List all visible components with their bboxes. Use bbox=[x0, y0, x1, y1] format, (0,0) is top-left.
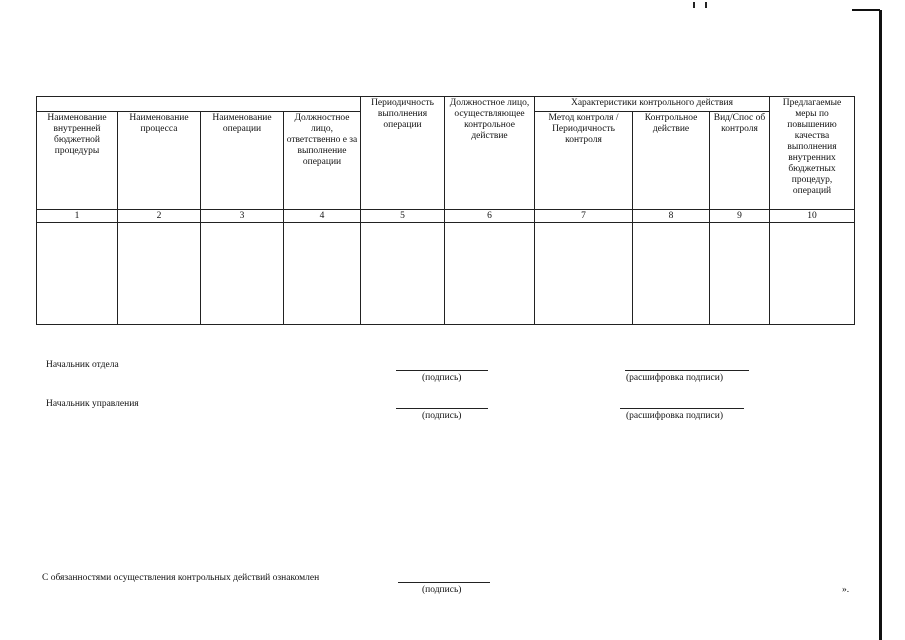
header-process-name: Наименование процесса bbox=[118, 112, 201, 210]
signature-caption: (подпись) bbox=[422, 585, 462, 595]
scan-marks bbox=[690, 2, 720, 10]
signature-line bbox=[396, 408, 488, 409]
column-number: 4 bbox=[284, 210, 361, 223]
decoding-caption: (расшифровка подписи) bbox=[626, 373, 723, 383]
column-number: 3 bbox=[201, 210, 284, 223]
header-control-action: Контрольное действие bbox=[633, 112, 710, 210]
acknowledgement-label: С обязанностями осуществления контрольных действий ознакомлен bbox=[42, 573, 320, 583]
header-control-method: Метод контроля / Периодичность контроля bbox=[535, 112, 633, 210]
decoding-caption: (расшифровка подписи) bbox=[626, 411, 723, 421]
decoding-line bbox=[620, 408, 744, 409]
table-cell bbox=[633, 223, 710, 325]
table-cell bbox=[535, 223, 633, 325]
column-number: 9 bbox=[710, 210, 770, 223]
signature-line bbox=[396, 370, 488, 371]
header-control-type: Вид/Спос об контроля bbox=[710, 112, 770, 210]
table-row bbox=[37, 223, 855, 325]
table-cell bbox=[445, 223, 535, 325]
column-number: 6 bbox=[445, 210, 535, 223]
signature-caption: (подпись) bbox=[422, 373, 462, 383]
header-characteristics: Характеристики контрольного действия bbox=[535, 97, 770, 112]
table-cell bbox=[770, 223, 855, 325]
column-number-row bbox=[37, 210, 855, 223]
head-directorate-label: Начальник управления bbox=[46, 399, 139, 409]
header-operation-official: Должностное лицо, ответственно е за выполнение операции bbox=[284, 112, 361, 210]
decoding-line bbox=[625, 370, 749, 371]
header-row-top bbox=[37, 97, 855, 112]
column-number: 2 bbox=[118, 210, 201, 223]
table-cell bbox=[361, 223, 445, 325]
header-responsible-person: Должностное лицо, осуществляющее контрольное действие bbox=[445, 97, 535, 210]
header-blank-cell bbox=[37, 97, 361, 112]
signature-caption: (подпись) bbox=[422, 411, 462, 421]
table-cell bbox=[37, 223, 118, 325]
column-number: 7 bbox=[535, 210, 633, 223]
control-actions-table bbox=[36, 96, 855, 325]
signature-line bbox=[398, 582, 490, 583]
column-number: 10 bbox=[770, 210, 855, 223]
head-department-label: Начальник отдела bbox=[46, 360, 119, 370]
header-procedure-name: Наименование внутренней бюджетной процедуры bbox=[37, 112, 118, 210]
page-edge-tick bbox=[852, 9, 880, 11]
table-cell bbox=[201, 223, 284, 325]
header-periodicity: Периодичность выполнения операции bbox=[361, 97, 445, 210]
header-operation-name: Наименование операции bbox=[201, 112, 284, 210]
table-cell bbox=[284, 223, 361, 325]
table-cell bbox=[118, 223, 201, 325]
header-proposed-measures: Предлагаемые меры по повышению качества выполнения внутренних бюджетных процедур, операций bbox=[770, 97, 855, 210]
page-edge-line bbox=[879, 10, 882, 640]
column-number: 1 bbox=[37, 210, 118, 223]
column-number: 8 bbox=[633, 210, 710, 223]
closing-mark: ». bbox=[842, 585, 850, 595]
column-number: 5 bbox=[361, 210, 445, 223]
table-cell bbox=[710, 223, 770, 325]
